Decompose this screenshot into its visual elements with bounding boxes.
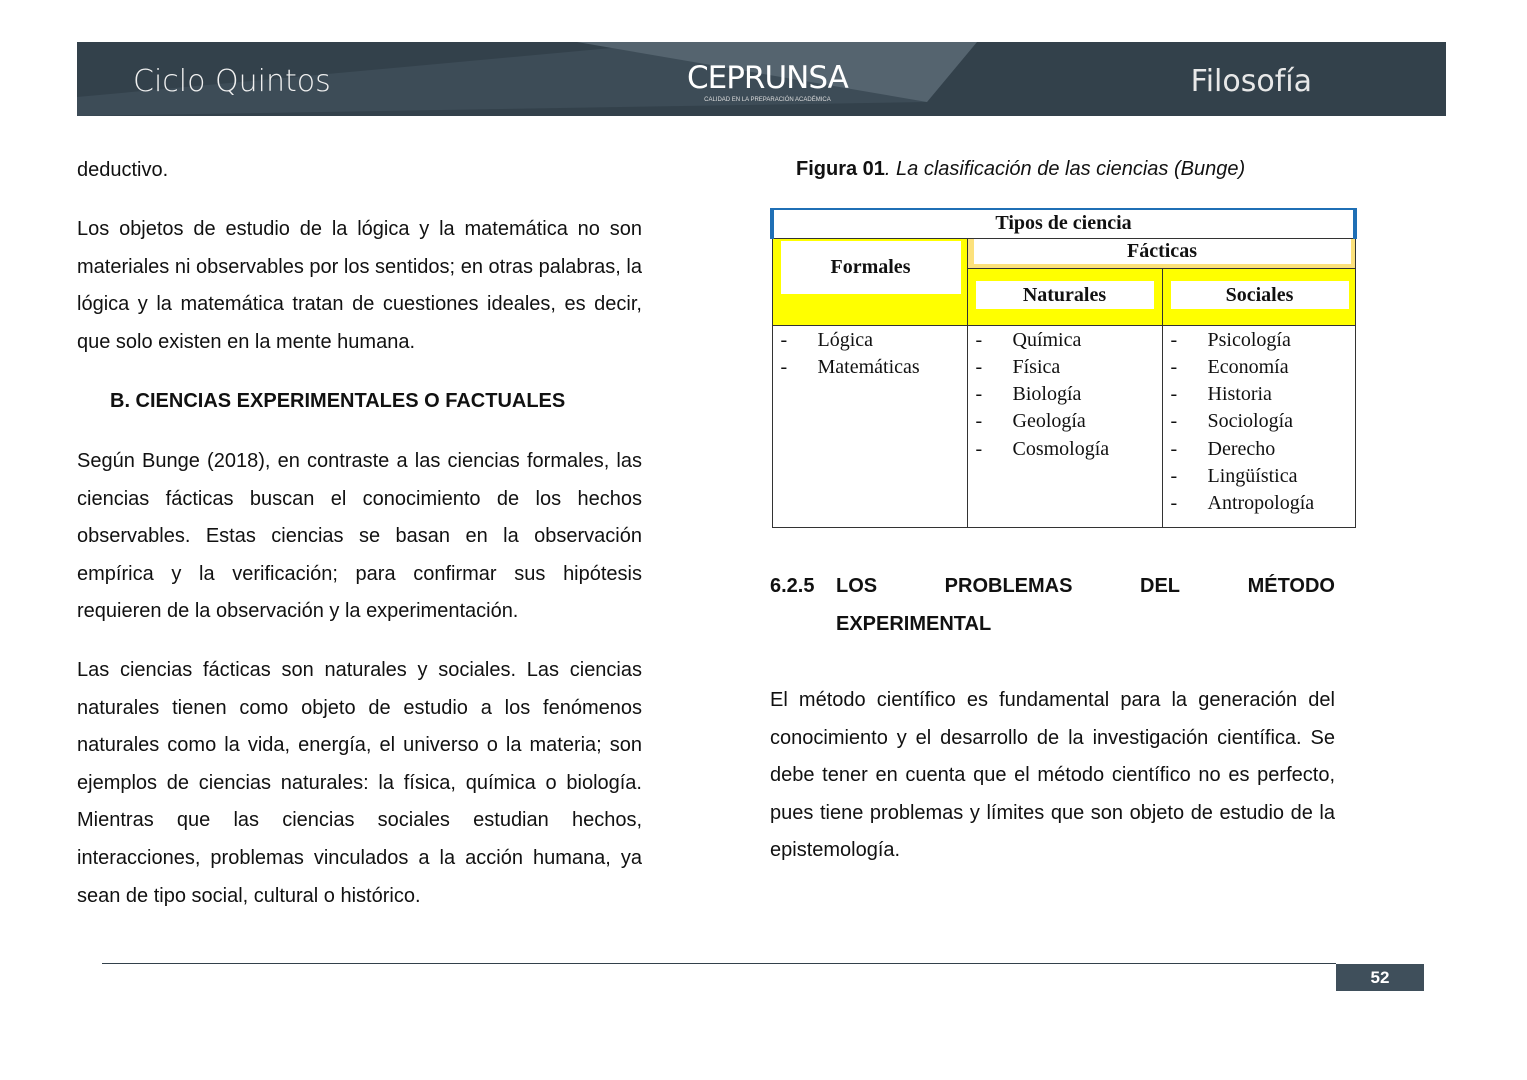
list-item: - Química — [975, 328, 1082, 351]
list-item: - Antropología — [1170, 492, 1315, 515]
list-item: - Derecho — [1170, 437, 1276, 460]
footer-divider — [102, 963, 1336, 964]
naturales-list — [967, 325, 1162, 527]
list-item: - Biología — [975, 383, 1082, 406]
course-name: Ciclo Quintos — [133, 64, 331, 99]
list-item: - Psicología — [1170, 328, 1291, 351]
sociales-list — [1162, 325, 1355, 527]
list-item: - Sociología — [1170, 410, 1294, 433]
list-item: - Economía — [1170, 355, 1289, 378]
figure-label: Figura 01 — [796, 158, 885, 180]
logo-tagline: CALIDAD EN LA PREPARACIÓN ACADÉMICA — [704, 97, 831, 103]
paragraph: Según Bunge (2018), en contraste a las ciencias formales, las ciencias fácticas buscan el conocimiento de los hechos observables. Estas ciencias se basan en la observación empírica y la verificación; para confirmar sus hipótesis requieren de la observación y la experimentación. — [77, 450, 642, 623]
list-item: - Lingüística — [1170, 464, 1298, 487]
paragraph: Las ciencias fácticas son naturales y sociales. Las ciencias naturales tienen como objeto de estudio a los fenómenos naturales como la vida, energía, el universo o la materia; son ejemplos de ciencias naturales: la física, química o biología. Mientras que las ciencias sociales estudian hechos, interacciones, problemas vinculados a la acción humana, ya sean de tipo social, cultural o histórico. — [77, 659, 642, 907]
list-item: - Cosmología — [975, 437, 1110, 460]
list-item: - Geología — [975, 410, 1086, 433]
figure-caption — [796, 158, 1245, 181]
list-item: - Física — [975, 355, 1061, 378]
subject-name: Filosofía — [1190, 64, 1312, 99]
paragraph: deductivo. — [77, 159, 169, 181]
figure-title: . La clasificación de las ciencias (Bunge) — [884, 158, 1246, 180]
section-heading-625: 6.2.5 LOS PROBLEMAS DEL MÉTODO EXPERIMENTAL — [770, 568, 1335, 643]
header-facticas: Fácticas — [974, 239, 1351, 264]
ceprunsa-logo-block — [687, 62, 848, 104]
header-sociales: Sociales — [1171, 281, 1349, 309]
list-item: - Matemáticas — [780, 355, 920, 378]
section-number: 6.2.5 — [770, 575, 815, 597]
list-item: - Lógica — [780, 328, 874, 351]
paragraph: El método científico es fundamental para la generación del conocimiento y el desarrollo de la investigación científica. Se debe tener en cuenta que el método científico no es perfecto, pues tiene problemas y límites que son objeto de estudio de la epistemología. — [770, 689, 1335, 862]
formales-list — [772, 325, 967, 527]
list-item: - Historia — [1170, 383, 1272, 406]
page-number: 52 — [1336, 964, 1424, 991]
science-classification-table — [770, 208, 1357, 528]
page-header — [77, 42, 1446, 116]
ceprunsa-logo: CEPRUNSA — [687, 60, 848, 96]
header-formales: Formales — [781, 241, 961, 294]
table-title: Tipos de ciencia — [772, 209, 1355, 238]
paragraph: Los objetos de estudio de la lógica y la matemática no son materiales ni observables por los sentidos; en otras palabras, la lógica y la matemática tratan de cuestiones ideales, es decir, que solo existen en la mente humana. — [77, 218, 642, 353]
header-naturales: Naturales — [976, 281, 1154, 309]
section-heading: B. CIENCIAS EXPERIMENTALES O FACTUALES — [110, 390, 566, 412]
